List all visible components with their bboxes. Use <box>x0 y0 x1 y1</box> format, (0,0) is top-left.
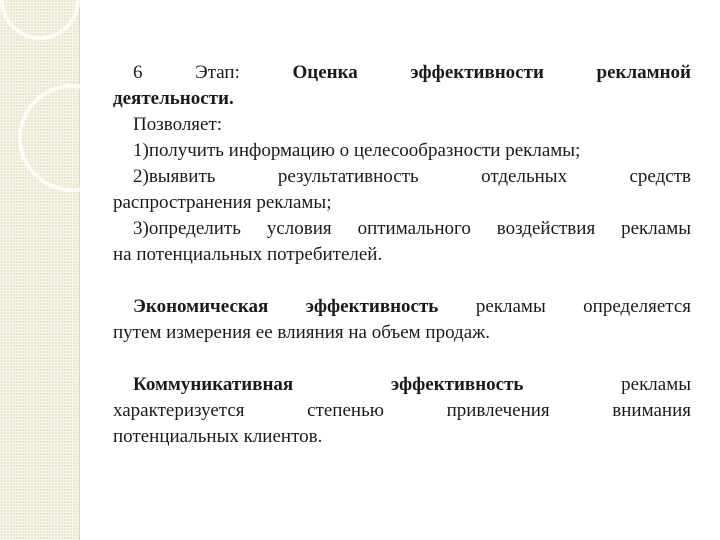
economic-line-1 <box>113 294 691 320</box>
stage-title-word-3: рекламной <box>596 62 691 83</box>
stage-label: Этап: <box>195 62 240 83</box>
communicative-line-1 <box>113 372 691 398</box>
communicative-line-3: потенциальных клиентов. <box>113 426 323 447</box>
stage-number: 6 <box>133 62 143 83</box>
item-2-cont: распространения рекламы; <box>113 192 332 213</box>
stage-title-word-1: Оценка <box>292 62 358 83</box>
item-2: 2)выявить результативность отдельных средств <box>133 166 691 187</box>
allows-label: Позволяет: <box>133 114 223 135</box>
item-3-cont: на потенциальных потребителей. <box>113 244 383 265</box>
stage-title-word-2: эффективности <box>410 62 544 83</box>
slide-text <box>113 60 691 450</box>
item-3: 3)определить условия оптимального воздействия рекламы <box>133 218 691 239</box>
decorative-circles <box>0 0 110 200</box>
economic-term: Экономическая эффективность <box>133 296 439 317</box>
item-1: 1)получить информацию о целесообразности рекламы; <box>133 140 581 161</box>
stage-heading-cont: деятельности. <box>113 88 234 109</box>
communicative-term-1: Коммуникативная <box>133 374 294 395</box>
communicative-word: рекламы <box>621 374 692 395</box>
economic-text: рекламы определяется <box>475 296 691 317</box>
communicative-line-2: характеризуется степенью привлечения внимания <box>113 400 691 421</box>
stage-heading <box>113 60 691 86</box>
economic-line-2: путем измерения ее влияния на объем продаж. <box>113 322 491 343</box>
communicative-term-2: эффективность <box>390 374 524 395</box>
